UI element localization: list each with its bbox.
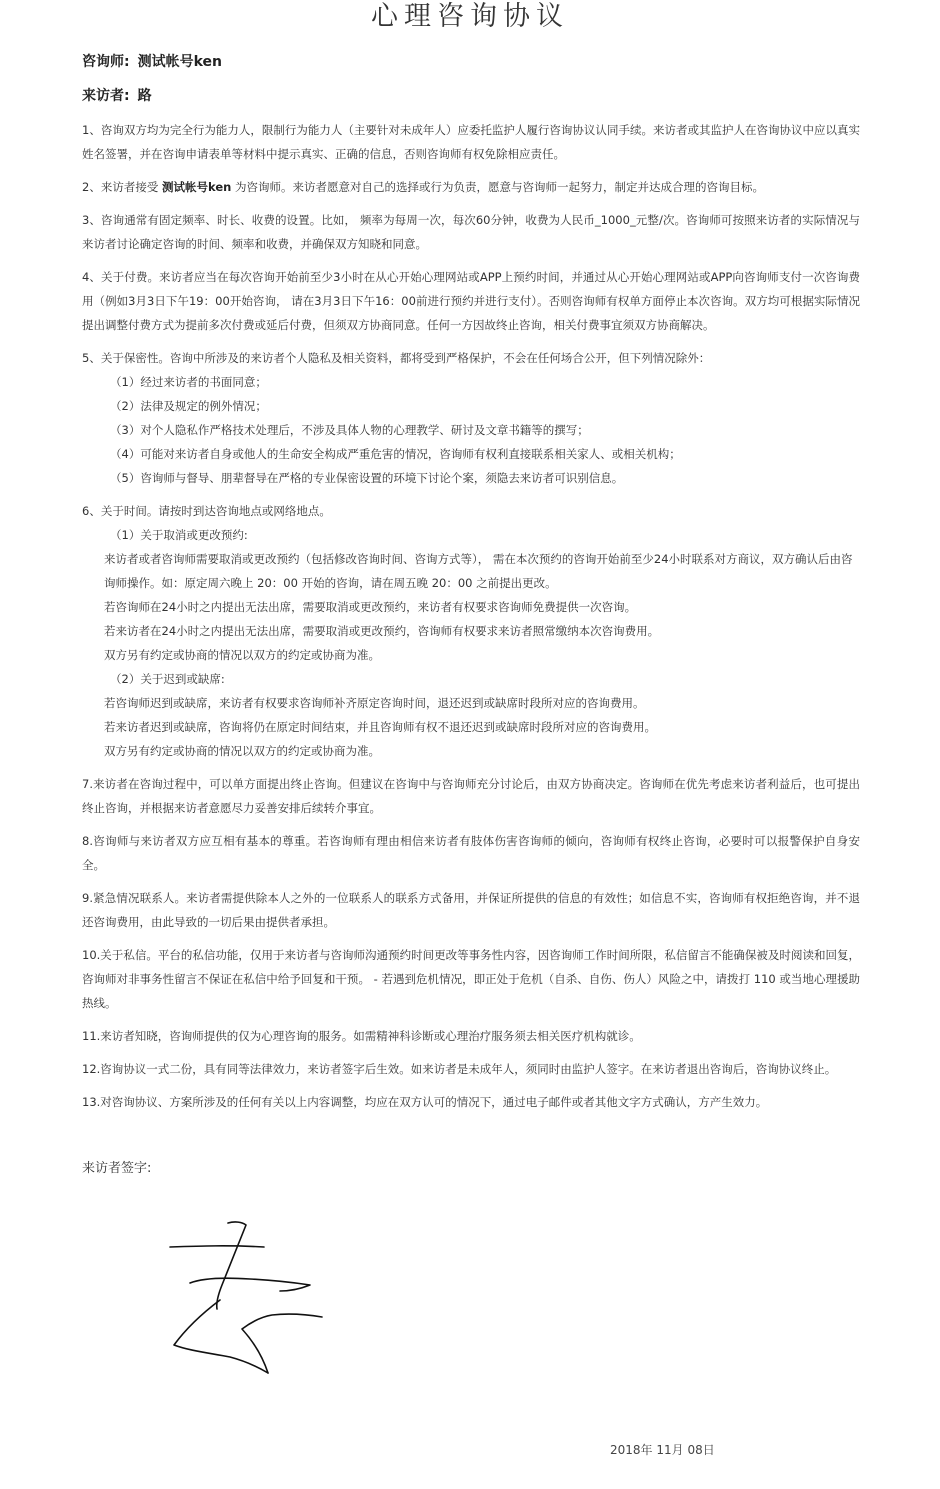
clause-11: 11.来访者知晓，咨询师提供的仅为心理咨询的服务。如需精神科诊断或心理治疗服务须去相关医疗机构就诊。 [82, 1029, 641, 1043]
visitor-name: 路 [137, 88, 152, 104]
clause-9: 9.紧急情况联系人。来访者需提供除本人之外的一位联系人的联系方式备用，并保证所提供的信息的有效性；如信息不实，咨询师有权拒绝咨询，并不退还咨询费用，由此导致的一切后果由提供者承担。 [82, 891, 860, 929]
clause-10: 10.关于私信。平台的私信功能，仅用于来访者与咨询师沟通预约时间更改等事务性内容，因咨询师工作时间所限，私信留言不能确保被及时阅读和回复，咨询师对非事务性留言不保证在私信中给予回复和干预。 - 若遇到危机情况，即正处于危机（自杀、自伤、伤人）风险之中，请拨打 110 或当地心理援助热线。 [82, 948, 860, 1010]
clause-6-sub2-text: 若咨询师迟到或缺席，来访者有权要求咨询师补齐原定咨询时间，退还迟到或缺席时段所对应的咨询费用。 [104, 696, 645, 710]
clause-2-counselor: 测试帐号ken [161, 180, 232, 194]
clause-6-sub1-text: 双方另有约定或协商的情况以双方的约定或协商为准。 [104, 648, 380, 662]
visitor-label: 来访者: [82, 88, 130, 104]
clause-5-item: （1）经过来访者的书面同意； [110, 375, 267, 389]
clause-8: 8.咨询师与来访者双方应互相有基本的尊重。若咨询师有理由相信来访者有肢体伤害咨询师的倾向，咨询师有权终止咨询，必要时可以报警保护自身安全。 [82, 834, 860, 872]
clause-7: 7.来访者在咨询过程中，可以单方面提出终止咨询。但建议在咨询中与咨询师充分讨论后，由双方协商决定。咨询师在优先考虑来访者利益后，也可提出终止咨询，并根据来访者意愿尽力妥善安排后续转介事宜。 [82, 777, 860, 815]
clause-6-sub1-text: 若咨询师在24小时之内提出无法出席，需要取消或更改预约，来访者有权要求咨询师免费提供一次咨询。 [104, 600, 637, 614]
clause-2 [82, 175, 860, 199]
clause-2-post: 为咨询师。来访者愿意对自己的选择或行为负责，愿意与咨询师一起努力，制定并达成合理的咨询目标。 [231, 180, 764, 194]
counselor-line [82, 52, 222, 72]
clause-1: 1、咨询双方均为完全行为能力人，限制行为能力人（主要针对未成年人）应委托监护人履行咨询协议认同手续。来访者或其监护人在咨询协议中应以真实姓名签署，并在咨询申请表单等材料中提示真实、正确的信息，否则咨询师有权免除相应责任。 [82, 123, 860, 161]
clause-5-item: （4）可能对来访者自身或他人的生命安全构成严重危害的情况，咨询师有权利直接联系相关家人、或相关机构； [110, 447, 681, 461]
signature-label: 来访者签字: [82, 1161, 152, 1176]
agreement-body [82, 118, 860, 1123]
clause-6-sub2-text: 若来访者迟到或缺席，咨询将仍在原定时间结束，并且咨询师有权不退还迟到或缺席时段所对应的咨询费用。 [104, 720, 656, 734]
clause-6-sub2-title: （2）关于迟到或缺席: [110, 672, 225, 686]
clause-5-item: （5）咨询师与督导、朋辈督导在严格的专业保密设置的环境下讨论个案，须隐去来访者可识别信息。 [110, 471, 624, 485]
clause-6-sub1-text: 来访者或者咨询师需要取消或更改预约（包括修改咨询时间、咨询方式等）， 需在本次预约的咨询开始前至少24小时联系对方商议，双方确认后由咨询师操作。如：原定周六晚上 20：00 开始的咨询，请在周五晚 20：00 之前提出更改。 [104, 552, 853, 590]
handwritten-signature [150, 1205, 350, 1395]
clause-12: 12.咨询协议一式二份，具有同等法律效力，来访者签字后生效。如来访者是未成年人，须同时由监护人签字。在来访者退出咨询后，咨询协议终止。 [82, 1062, 837, 1076]
clause-13: 13.对咨询协议、方案所涉及的任何有关以上内容调整，均应在双方认可的情况下，通过电子邮件或者其他文字方式确认，方产生效力。 [82, 1095, 768, 1109]
clause-5: 5、关于保密性。咨询中所涉及的来访者个人隐私及相关资料，都将受到严格保护，不会在任何场合公开，但下列情况除外： [82, 351, 711, 365]
clause-6-sub1-text: 若来访者在24小时之内提出无法出席，需要取消或更改预约，咨询师有权要求来访者照常缴纳本次咨询费用。 [104, 624, 660, 638]
clause-6-sub1-title: （1）关于取消或更改预约: [110, 528, 248, 542]
clause-5-item: （3）对个人隐私作严格技术处理后，不涉及具体人物的心理教学、研讨及文章书籍等的撰写； [110, 423, 589, 437]
clause-5-item: （2）法律及规定的例外情况； [110, 399, 267, 413]
signature-date: 2018年 11月 08日 [610, 1443, 715, 1457]
clause-2-pre: 2、来访者接受 [82, 180, 162, 194]
clause-6: 6、关于时间。请按时到达咨询地点或网络地点。 [82, 504, 331, 518]
page-title: 心理咨询协议 [371, 1, 569, 32]
clause-3: 3、咨询通常有固定频率、时长、收费的设置。比如， 频率为每周一次，每次60分钟，收费为人民币_1000_元整/次。咨询师可按照来访者的实际情况与来访者讨论确定咨询的时间、频率和收费，并确保双方知晓和同意。 [82, 213, 860, 251]
counselor-label: 咨询师: [82, 54, 130, 70]
visitor-line [82, 86, 152, 106]
counselor-name: 测试帐号ken [137, 54, 223, 70]
clause-6-sub2-text: 双方另有约定或协商的情况以双方的约定或协商为准。 [104, 744, 380, 758]
clause-4: 4、关于付费。来访者应当在每次咨询开始前至少3小时在从心开始心理网站或APP上预约时间，并通过从心开始心理网站或APP向咨询师支付一次咨询费用（例如3月3日下午19：00开始咨询， 请在3月3日下午16：00前进行预约并进行支付）。否则咨询师有权单方面停止本次咨询。双方均可根据实际情况提出调整付费方式为提前多次付费或延后付费，但须双方协商同意。任何一方因故终止咨询，相关付费事宜须双方协商解决。 [82, 270, 860, 332]
